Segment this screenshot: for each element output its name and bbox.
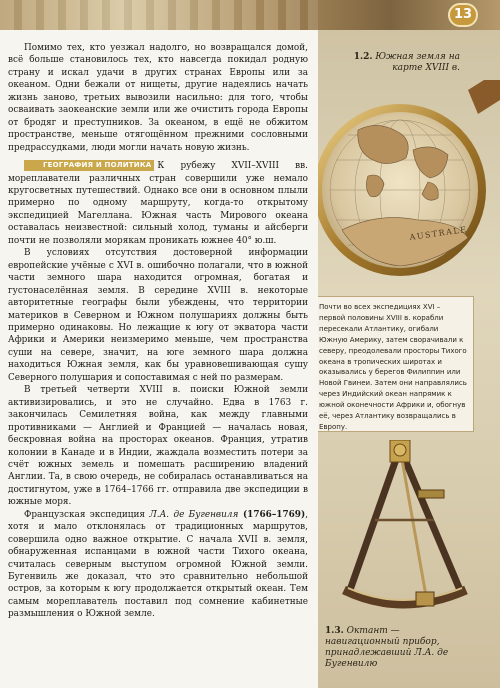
figure-3-caption-text: Октант — навигационный прибор, принадлежавший Л.А. де Бугенвилю (325, 626, 449, 669)
figure-1-caption-text: Южная земля на карте XVIII в. (375, 52, 460, 73)
geo-paragraph-4-rest: , хотя и мало отклонялась от традиционных маршрутов, совершила одно важное открытие. С начала XVII в. земля, обнаруженная испанцами в южной части Тихого океана, считалась северным выступом огромной Южной земли. Бугенвиль же доказал, что это сравнительно небольшой остров, за которым к югу продолжается открытый океан. Тем самым мореплаватель поставил под сомнение кабинетные размышления о Южной земле. (8, 509, 309, 620)
map-magnifier-illustration (318, 80, 500, 300)
intro-paragraph: Помимо тех, кто уезжал надолго, но возвращался домой, всё больше становилось тех, кто навсегда покидал родную страну и искал удачи в других странах Европы или за океаном. Одни бежали от нищеты, другие надеялись начать жизнь заново, третьих вывозили насильно: для того, чтобы осваивать заокеанские земли или же очистить города Европы от бродяг и преступников. За океаном, в ещё не обжитом пространстве, меньше отягощённом прежними сословными предрассудками, люди могли начать новую жизнь. (8, 43, 308, 153)
geo-paragraph-1 (8, 160, 308, 247)
geo-paragraph-1-text: К рубежу XVII–XVIII вв. мореплаватели различных стран совершили уже немало кругосветных путешествий. Однако все они в основном плыли примерно по одному маршруту, когда-то открытому экспедицией Магеллана. Южная часть Мирового океана оставалась неизвестной: сильный холод, туманы и айсберги почти не позволяли морякам проникать южнее 40° ю.ш. (8, 161, 308, 246)
section-tag: ГЕОГРАФИЯ И ПОЛИТИКА (24, 160, 154, 171)
octant-illustration (330, 440, 490, 625)
geo-paragraph-4 (8, 509, 308, 621)
figure-3-number: 1.3. (325, 626, 344, 636)
main-text-column (0, 30, 318, 688)
geo-paragraph-4-start: Французская экспедиция (24, 509, 150, 520)
figure-1-number: 1.2. (353, 52, 373, 62)
map-label: AUSTRALE (409, 224, 469, 242)
geo-paragraph-2: В условиях отсутствия достоверной информации европейские учёные с XVI в. ошибочно полагали, что в южной части земного шара находится огромная, богатая и густонаселённая земля. В середине XVIII в. некоторые авторитетные географы были убеждены, что территории материков в Северном и Южном полушариях должны быть примерно одинаковы. Но лежащие к югу от экватора части Африки и Америки неизмеримо меньше, чем пространства суши на севере, значит, на юге земного шара должна находиться Южная земля, как бы уравновешивающая сушу Северного полушария и сопоставимая с ней по размерам. (8, 248, 308, 383)
info-box: Почти во всех экспедициях XVI – первой половины XVIII в. корабли пересекали Атлантику, огибали Южную Америку, затем сворачивали к северу, преодолевали просторы Тихого океана в тропических широтах и оказывались у берегов Филиппин или Новой Гвинеи. Затем они направлялись через Индийский океан напрямик к южной оконечности Африки и, обогнув её, через Атлантику возвращались в Европу. (312, 296, 474, 432)
bougainville-name: Л.А. де Бугенвиля (149, 509, 239, 520)
page-number: 13 (448, 3, 478, 27)
figure-3-caption (325, 626, 465, 670)
expedition-years: (1766–1769) (238, 509, 306, 520)
figure-1-caption (330, 52, 460, 74)
geo-paragraph-3: В третьей четверти XVIII в. поиски Южной земли активизировались, и это не случайно. Едва в 1763 г. закончилась Семилетняя война, как между главными противниками — Англией и Францией — началась новая, бескровная война на просторах океанов. Франция, утратив колонии в Канаде и в Индии, жаждала возместить потери за счёт южных земель и помешать расширению владений Англии. Та, в свою очередь, не собиралась останавливаться на достигнутом, уже в 1764–1766 гг. отправила две экспедиции в южные моря. (8, 385, 308, 508)
top-decorative-band (0, 0, 500, 30)
